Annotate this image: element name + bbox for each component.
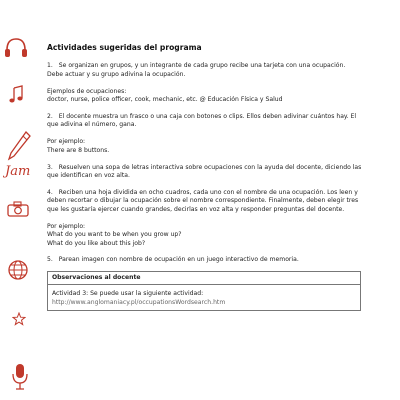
activity-item-2 xyxy=(47,113,362,130)
example-line: There are 8 buttons. xyxy=(47,146,110,154)
activity-number: 2. xyxy=(47,113,53,121)
activity-number: 3. xyxy=(47,163,53,171)
activity-item-3 xyxy=(47,164,362,181)
headphones-icon xyxy=(3,36,29,60)
jam-doodle-text: Jam xyxy=(5,164,31,179)
example-label: Por ejemplo: xyxy=(47,138,86,146)
activity-number: 5. xyxy=(47,256,53,264)
activity-text: El docente muestra un frasco o una caja con botones o clips. Ellos deben adivinar cuántos hay. El que adivina el número, gana. xyxy=(47,113,357,129)
example-label: Por ejemplo: xyxy=(47,222,86,230)
example-line: What do you want to be when you grow up? xyxy=(47,231,182,239)
star-icon xyxy=(12,312,26,326)
examples-label: Ejemplos de ocupaciones: xyxy=(47,87,127,95)
examples-list: doctor, nurse, police officer, cook, mechanic, etc. @ Educación Física y Salud xyxy=(47,96,283,104)
activity-item-1 xyxy=(47,62,362,79)
activity-text: Resuelven una sopa de letras interactiva sobre ocupaciones con la ayuda del docente, diciendo las que identifican en voz alta. xyxy=(47,163,362,180)
activity-text: Se organizan en grupos, y un integrante de cada grupo recibe una tarjeta con una ocupación. Debe actuar y su grupo adivina la ocupación. xyxy=(47,62,346,78)
jam-doodle xyxy=(3,160,37,180)
example-block-2 xyxy=(47,138,362,155)
activities-section xyxy=(47,44,362,273)
activity-number: 4. xyxy=(47,188,53,196)
activity-text: Reciben una hoja dividida en ocho cuadros, cada uno con el nombre de una ocupación. Los leen y deben recortar o dibujar la ocupación sobre el nombre correspondiente. Finalmente, deben elegir tres que les gustaría ejercer cuando grandes, decirlas en voz alta y responder preguntas del docente. xyxy=(47,188,359,213)
teacher-notes-line: Actividad 3: Se puede usar la siguiente actividad: xyxy=(52,290,204,298)
sidebar-doodles xyxy=(0,0,40,400)
teacher-notes-title: Observaciones al docente xyxy=(48,272,360,285)
teacher-notes-body xyxy=(48,285,360,307)
examples-block xyxy=(47,88,362,105)
music-note-icon xyxy=(8,85,26,105)
microphone-icon xyxy=(10,362,30,392)
activity-text: Parean imagen con nombre de ocupación en un juego interactivo de memoria. xyxy=(58,256,299,264)
activity-number: 1. xyxy=(47,62,53,70)
activity-item-4 xyxy=(47,189,362,214)
activity-item-5 xyxy=(47,256,362,264)
pencil-icon xyxy=(6,130,32,162)
globe-icon xyxy=(6,258,30,282)
example-line: What do you like about this job? xyxy=(47,239,146,247)
section-title: Actividades sugeridas del programa xyxy=(47,43,202,52)
example-block-4 xyxy=(47,223,362,248)
camera-icon xyxy=(6,200,30,218)
teacher-notes-box xyxy=(47,271,361,311)
activity-url-link[interactable]: http://www.anglomaniacy.pl/occupationsWordsearch.htm xyxy=(52,298,226,306)
